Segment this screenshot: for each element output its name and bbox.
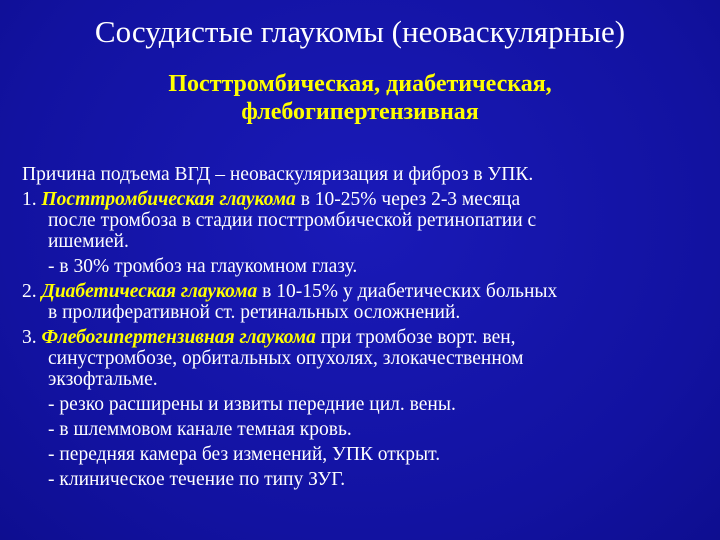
item-3-line-1 xyxy=(22,327,702,348)
item-1-text-1: в 10-25% через 2-3 месяца xyxy=(295,189,521,210)
item-3-note: - клиническое течение по типу ЗУГ. xyxy=(48,469,346,490)
subtitle-line-2: флебогипертензивная xyxy=(241,99,479,125)
item-3-text-3: экзофтальме. xyxy=(48,369,158,390)
item-3-text-1: при тромбозе ворт. вен, xyxy=(315,327,516,348)
item-3-note: - передняя камера без изменений, УПК открыт. xyxy=(48,444,441,465)
slide-title: Сосудистые глаукомы (неоваскулярные) xyxy=(94,14,626,49)
item-1-text-3: ишемией. xyxy=(48,231,129,252)
item-3-number: 3. xyxy=(22,327,42,348)
item-1-note: - в 30% тромбоз на глаукомном глазу. xyxy=(48,256,358,277)
item-2-line-1 xyxy=(22,281,702,302)
slide-subtitle xyxy=(0,70,720,126)
item-2-number: 2. xyxy=(22,281,42,302)
item-3-term: Флебогипертензивная глаукома xyxy=(41,327,316,348)
item-3-note: - в шлеммовом канале темная кровь. xyxy=(48,419,352,440)
item-2-text-1: в 10-15% у диабетических больных xyxy=(257,281,558,302)
item-2-text-2: в пролиферативной ст. ретинальных осложнений. xyxy=(48,302,461,323)
item-3-text-2: синустромбозе, орбитальных опухолях, злокачественном xyxy=(48,348,524,369)
item-1-text-2: после тромбоза в стадии посттромбической ретинопатии с xyxy=(48,210,537,231)
item-1-term: Посттромбическая глаукома xyxy=(41,189,296,210)
intro-text: Причина подъема ВГД – неоваскуляризация и фиброз в УПК. xyxy=(22,164,534,185)
item-1-line-1 xyxy=(22,189,702,210)
item-3-note: - резко расширены и извиты передние цил. вены. xyxy=(48,394,456,415)
item-2-term: Диабетическая глаукома xyxy=(41,281,258,302)
item-1-number: 1. xyxy=(22,189,42,210)
slide-body xyxy=(22,164,702,490)
subtitle-line-1: Посттромбическая, диабетическая, xyxy=(168,71,552,97)
